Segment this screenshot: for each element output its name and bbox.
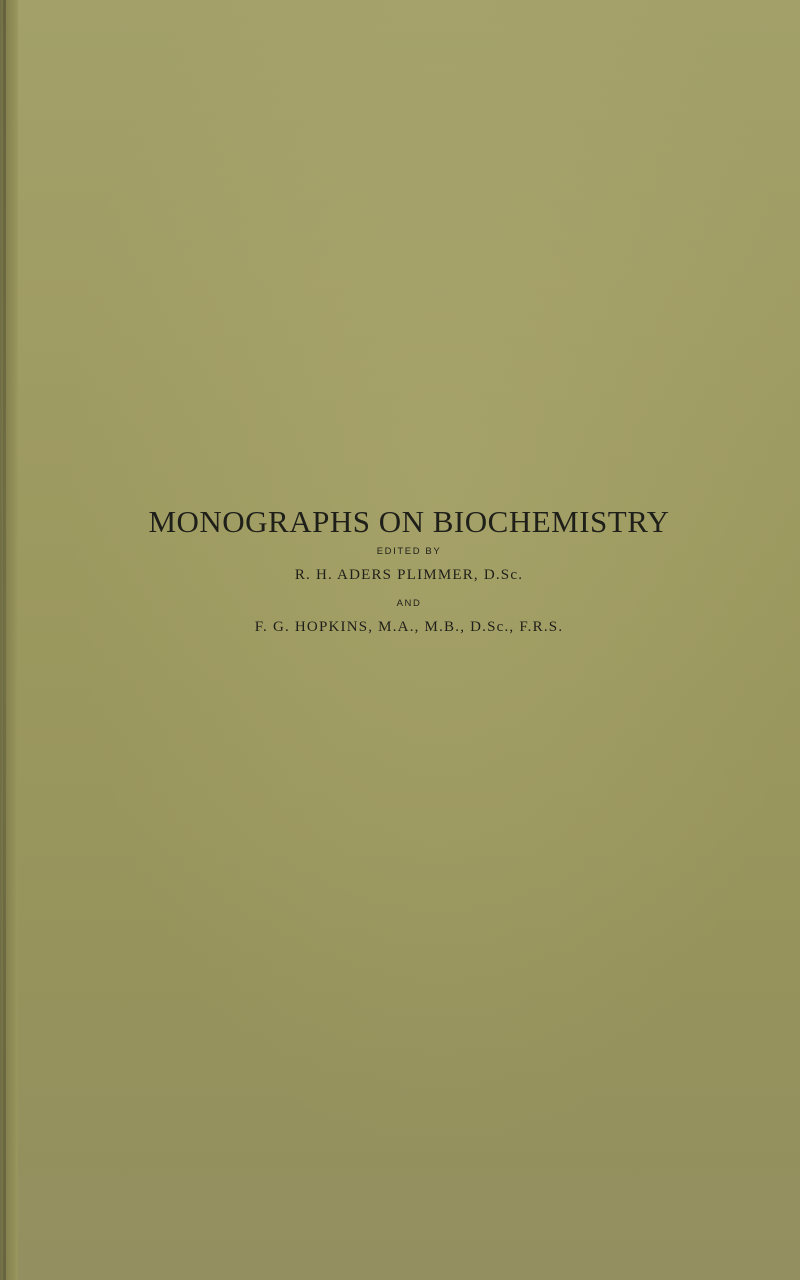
editor-name: R. H. ADERS PLIMMER, D.Sc. [294,567,524,583]
editor-name: F. G. HOPKINS, M.A., M.B., D.Sc., F.R.S. [254,619,564,635]
page-binding-edge [0,0,18,1280]
series-title: MONOGRAPHS ON BIOCHEMISTRY [148,504,670,539]
conjunction-label: AND [396,598,422,609]
binding-line [3,0,6,1280]
edited-by-label: EDITED BY [376,546,442,557]
